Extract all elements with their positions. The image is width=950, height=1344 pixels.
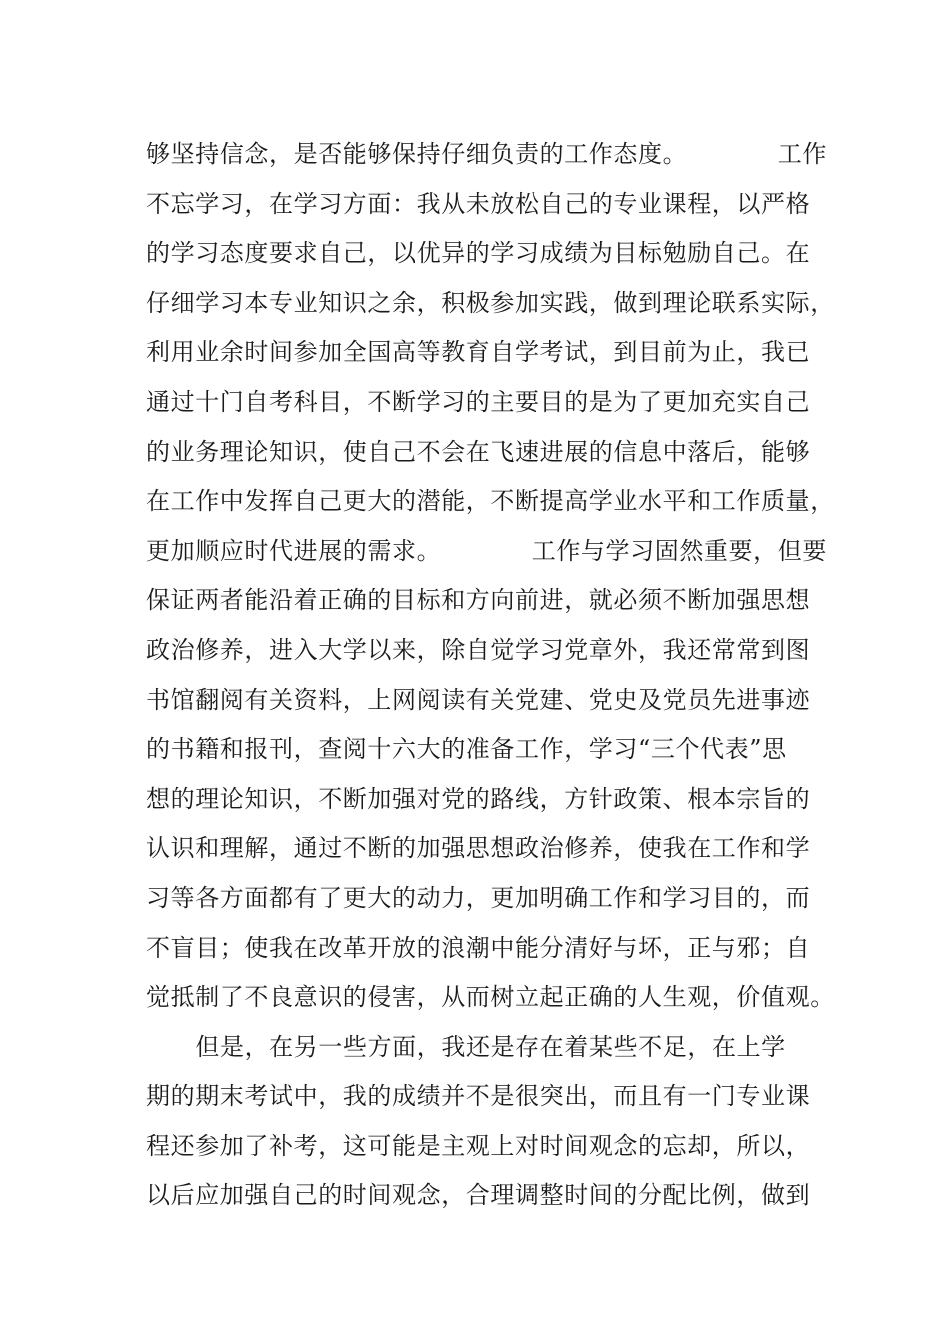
text-line: 想的理论知识，不断加强对党的路线，方针政策、根本宗旨的 — [146, 784, 811, 813]
text-line: 的学习态度要求自己，以优异的学习成绩为目标勉励自己。在 — [146, 239, 811, 268]
text-line: 不忘学习，在学习方面：我从未放松自己的专业课程，以严格 — [146, 189, 811, 218]
text-line: 的书籍和报刊，查阅十六大的准备工作，学习“三个代表”思 — [146, 735, 787, 764]
text-line: 的业务理论知识，使自己不会在飞速进展的信息中落后，能够 — [146, 437, 811, 466]
text-line: 够坚持信念，是否能够保持仔细负责的工作态度。 工作 — [146, 140, 827, 168]
text-line: 更加顺应时代进展的需求。 工作与学习固然重要，但要 — [146, 536, 827, 565]
text-line: 仔细学习本专业知识之余，积极参加实践，做到理论联系实际， — [146, 288, 835, 317]
text-line: 觉抵制了不良意识的侵害，从而树立起正确的人生观，价值观。 — [146, 983, 835, 1012]
text-line: 期的期末考试中，我的成绩并不是很突出，而且有一门专业课 — [146, 1082, 811, 1111]
text-line: 不盲目；使我在改革开放的浪潮中能分清好与坏，正与邪；自 — [146, 933, 811, 962]
text-line: 政治修养，进入大学以来，除自觉学习党章外，我还常常到图 — [146, 635, 811, 664]
text-line: 保证两者能沿着正确的目标和方向前进，就必须不断加强思想 — [146, 586, 811, 615]
text-line: 书馆翻阅有关资料，上网阅读有关党建、党史及党员先进事迹 — [146, 685, 811, 714]
text-line: 程还参加了补考，这可能是主观上对时间观念的忘却，所以， — [146, 1131, 811, 1160]
text-line: 认识和理解，通过不断的加强思想政治修养，使我在工作和学 — [146, 834, 811, 863]
text-line: 习等各方面都有了更大的动力，更加明确工作和学习目的，而 — [146, 883, 811, 912]
text-line: 利用业余时间参加全国高等教育自学考试，到目前为止，我已 — [146, 338, 811, 367]
text-line: 通过十门自考科目，不断学习的主要目的是为了更加充实自己 — [146, 387, 811, 416]
text-line: 但是，在另一些方面，我还是存在着某些不足，在上学 — [146, 1032, 786, 1061]
text-line: 在工作中发挥自己更大的潜能，不断提高学业水平和工作质量， — [146, 487, 835, 516]
text-line: 以后应加强自己的时间观念，合理调整时间的分配比例，做到 — [146, 1181, 811, 1210]
body-text — [146, 130, 835, 1221]
